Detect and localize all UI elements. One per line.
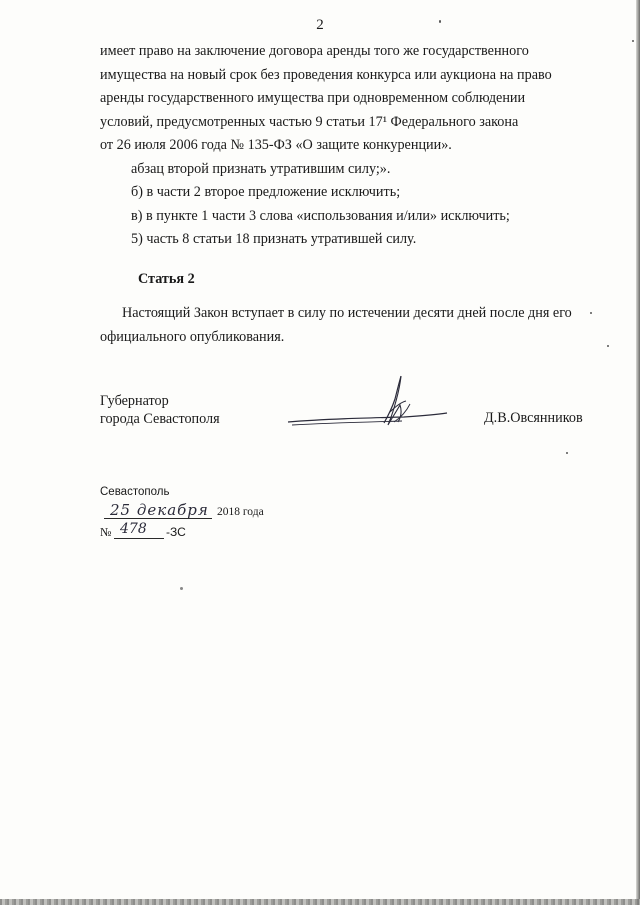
signatory-title [100, 392, 220, 428]
amendment-item: в) в пункте 1 части 3 слова «использования и/или» исключить; [131, 207, 510, 224]
amendment-item: б) в части 2 второе предложение исключить; [131, 184, 401, 200]
page-number: 2 [316, 17, 324, 33]
scan-edge-right [636, 0, 640, 905]
enactment-number [100, 521, 300, 541]
signatory-title-line: Губернатор [100, 393, 169, 409]
handwritten-signature [284, 372, 450, 434]
article-heading: Статья 2 [138, 271, 195, 287]
signatory-title-line: города Севастополя [100, 411, 220, 427]
number-sign: № [100, 525, 112, 539]
amendment-item: 5) часть 8 статьи 18 признать утратившей силу. [131, 231, 417, 247]
scan-speck [566, 452, 568, 454]
enactment-year: 2018 года [217, 506, 264, 518]
signatory-name: Д.В.Овсянников [484, 410, 583, 426]
scan-speck [180, 587, 183, 590]
paragraph-line: имущества на новый срок без проведения конкурса или аукциона на право [100, 66, 552, 83]
scan-edge-bottom [0, 899, 640, 905]
amendment-item: абзац второй признать утратившим силу;». [131, 160, 391, 177]
article-text: Настоящий Закон вступает в силу по истечении десяти дней после дня его официального опубликования. [100, 305, 572, 345]
paragraph-line: от 26 июля 2006 года № 135-ФЗ «О защите конкуренции». [100, 137, 452, 153]
enactment-city: Севастополь [100, 486, 170, 498]
scan-speck [607, 345, 609, 347]
handwritten-date: 25 декабря [110, 501, 209, 519]
body-text [100, 40, 596, 252]
scan-speck [632, 40, 634, 42]
enactment-date [100, 501, 300, 521]
number-suffix: -ЗС [166, 525, 186, 539]
number-blank-line [114, 538, 164, 539]
date-blank-line [104, 518, 212, 519]
paragraph-line: аренды государственного имущества при одновременном соблюдении [100, 90, 526, 106]
handwritten-number: 478 [120, 521, 147, 537]
paragraph-line: имеет право на заключение договора аренды того же государственного [100, 43, 529, 59]
paragraph-line: условий, предусмотренных частью 9 статьи 17¹ Федерального закона [100, 113, 519, 130]
